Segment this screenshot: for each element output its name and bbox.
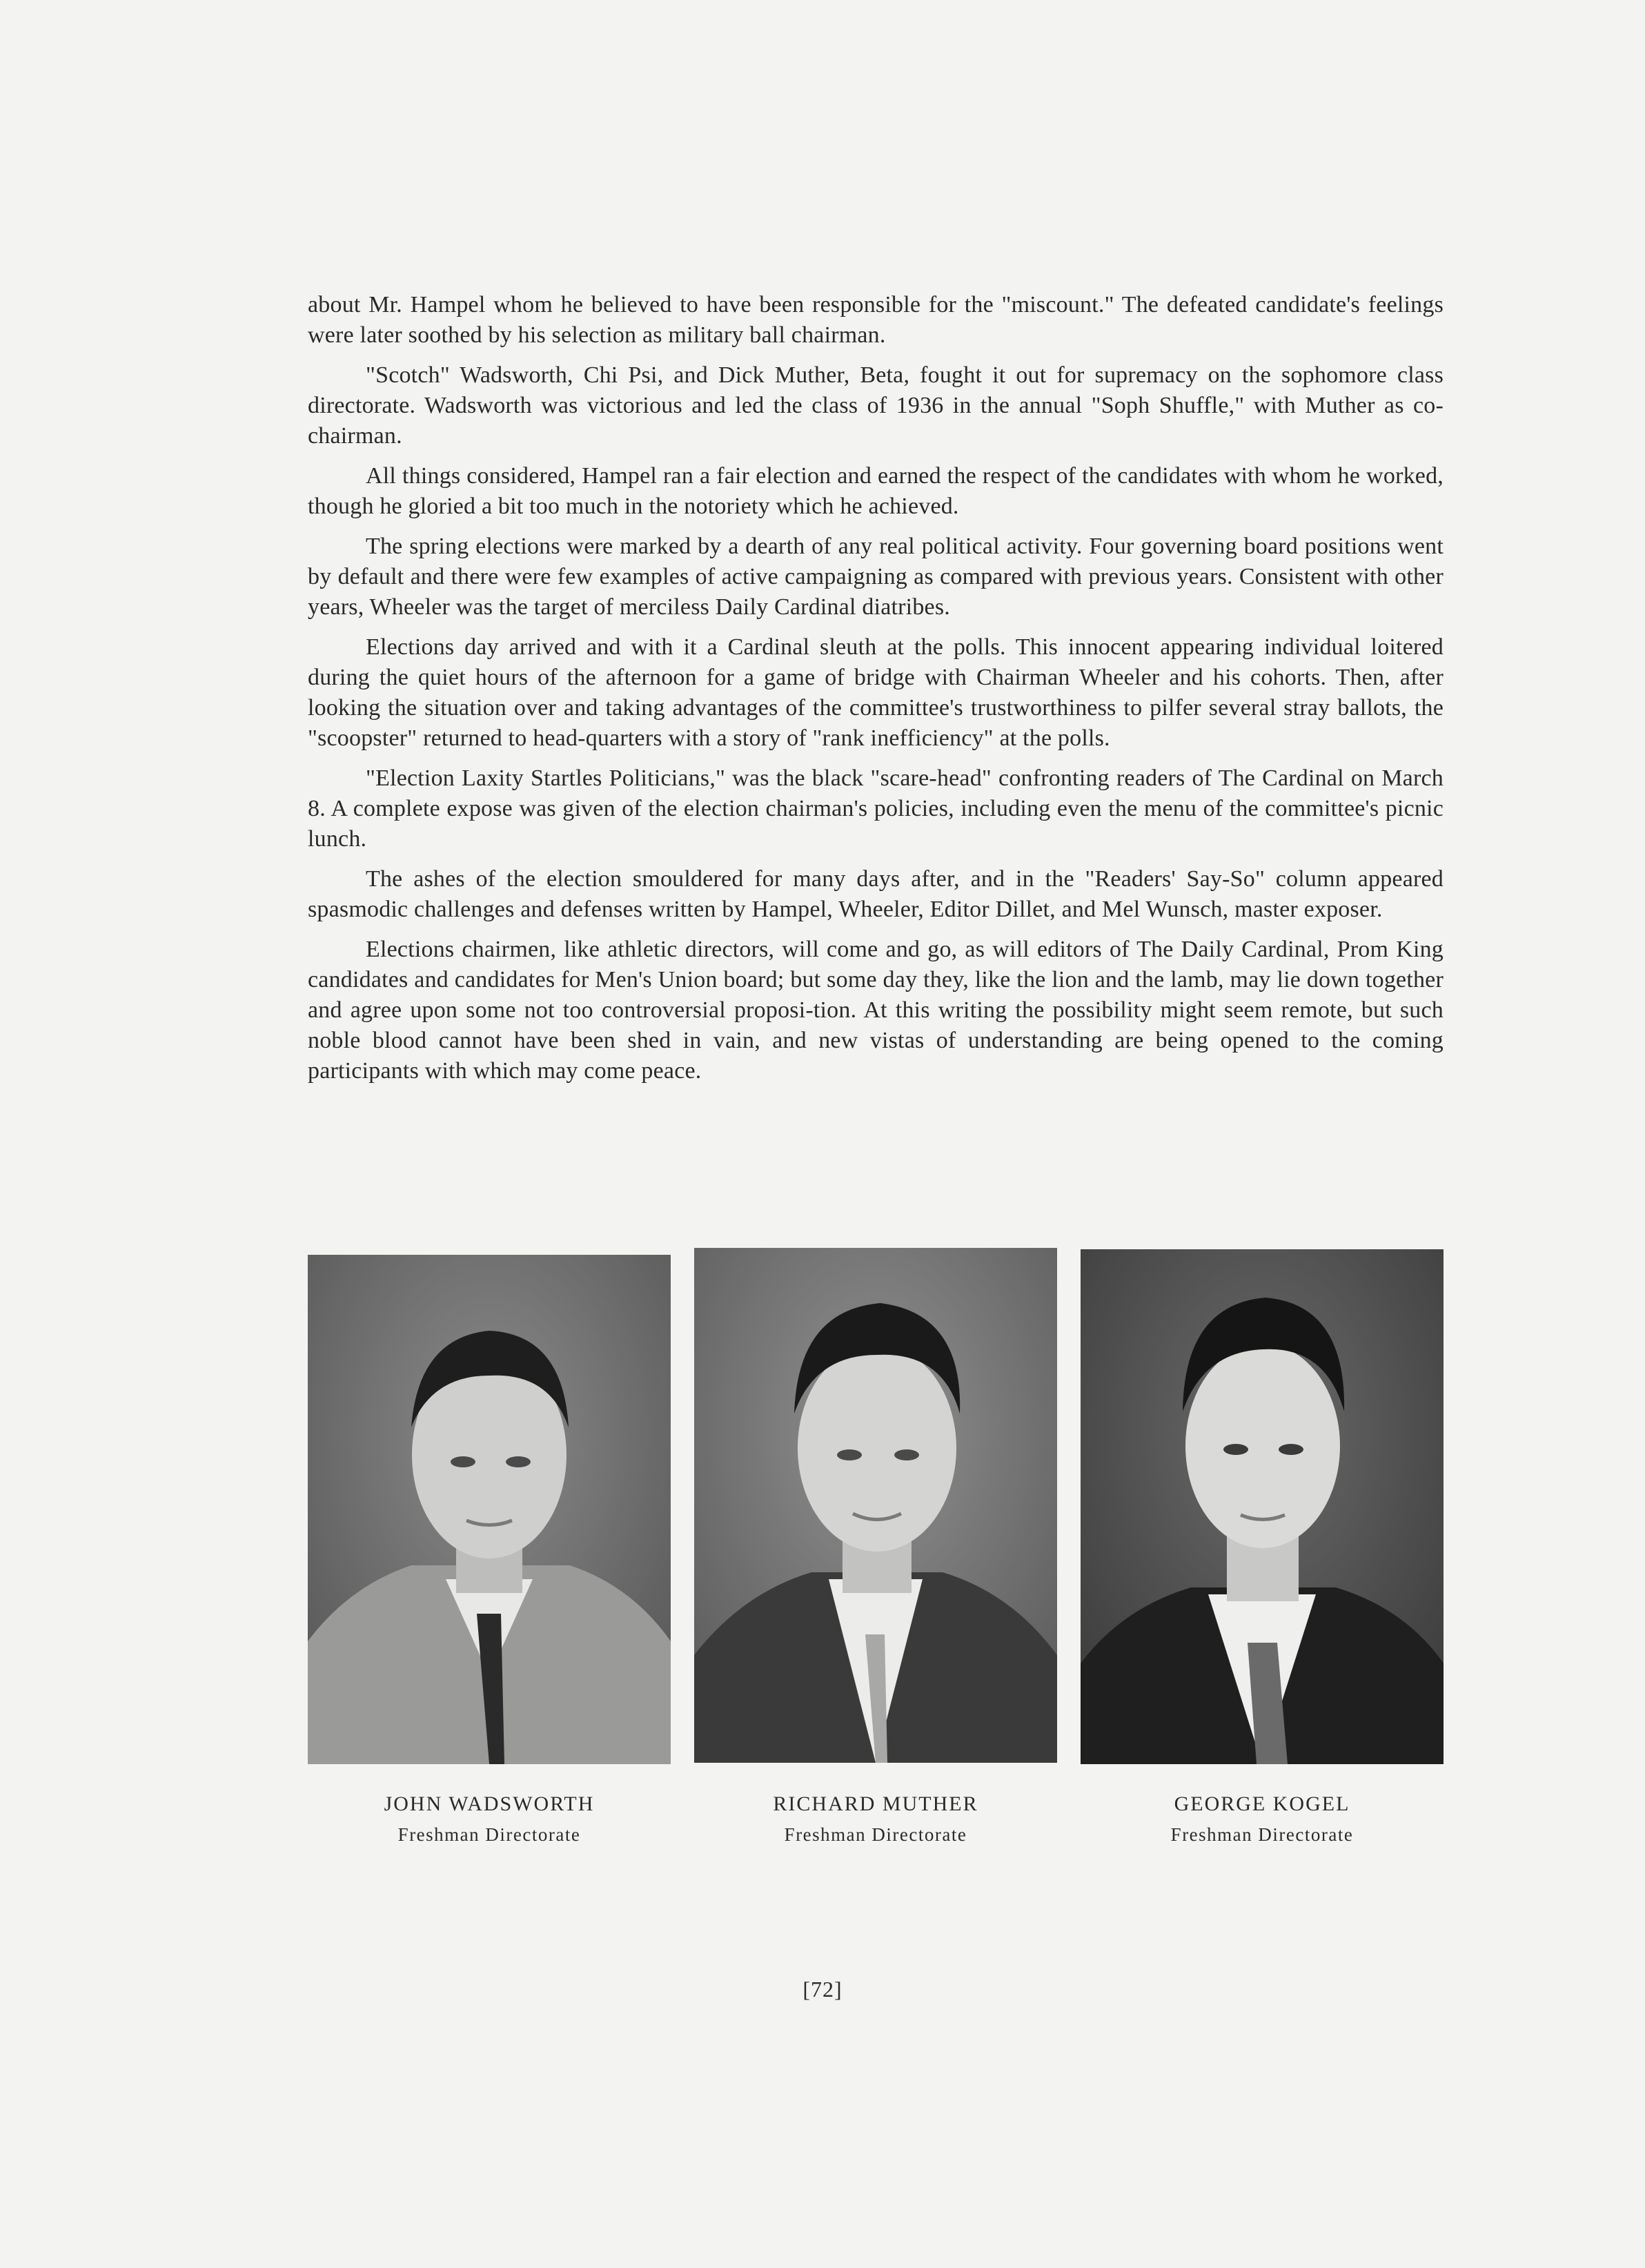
article-body xyxy=(308,290,1444,1096)
page-number: [72] xyxy=(802,1977,843,2002)
portrait-photo-george-kogel xyxy=(1081,1249,1444,1764)
portrait-image xyxy=(694,1248,1057,1763)
portrait-image xyxy=(1081,1249,1444,1764)
portrait-role: Freshman Directorate xyxy=(397,1824,581,1845)
paragraph: Elections day arrived and with it a Cardinal sleuth at the polls. This innocent appearing individual loitered during the quiet hours of the afternoon for a game of bridge with Chairman Wheeler and his cohorts. Then, after looking the situation over and taking advantages of the committee's trustworthiness to pilfer several stray ballots, the "scoopster" returned to head-quarters with a story of "rank inefficiency" at the polls. xyxy=(308,634,1444,751)
portrait-photo-john-wadsworth xyxy=(308,1255,671,1764)
portrait-caption xyxy=(1081,1790,1444,1848)
paragraph: "Election Laxity Startles Politicians," was the black "scare-head" confronting readers of The Cardinal on March 8. A complete expose was given of the election chairman's policies, including even the menu of the committee's picnic lunch. xyxy=(308,765,1444,852)
portrait-name: JOHN WADSWORTH xyxy=(384,1792,595,1815)
portrait-photo-richard-muther xyxy=(694,1248,1057,1763)
paragraph: The spring elections were marked by a dearth of any real political activity. Four governing board positions went by default and there were few examples of active campaigning as compared with previous years. Consistent with other years, Wheeler was the target of merciless Daily Cardinal diatribes. xyxy=(308,534,1444,620)
portrait-name: GEORGE KOGEL xyxy=(1174,1792,1350,1815)
paragraph: Elections chairmen, like athletic directors, will come and go, as will editors of The Daily Cardinal, Prom King candidates and candidates for Men's Union board; but some day they, like the lion and the lamb, may lie down together and agree upon some not too controversial proposi-tion. At this writing the possibility might seem remote, but such noble blood cannot have been shed in vain, and new vistas of understanding are being opened to the coming participants with which may come peace. xyxy=(308,937,1444,1084)
portrait-caption xyxy=(308,1790,671,1848)
portrait-name: RICHARD MUTHER xyxy=(773,1792,978,1815)
portrait-role: Freshman Directorate xyxy=(1170,1824,1354,1845)
paragraph: "Scotch" Wadsworth, Chi Psi, and Dick Muther, Beta, fought it out for supremacy on the sophomore class directorate. Wadsworth was victorious and led the class of 1936 in the annual "Soph Shuffle," with Muther as co-chairman. xyxy=(308,362,1444,449)
paragraph: The ashes of the election smouldered for many days after, and in the "Readers' Say-So" column appeared spasmodic challenges and defenses written by Hampel, Wheeler, Editor Dillet, and Mel Wunsch, master exposer. xyxy=(308,866,1444,922)
paragraph: All things considered, Hampel ran a fair election and earned the respect of the candidates with whom he worked, though he gloried a bit too much in the notoriety which he achieved. xyxy=(308,463,1444,519)
paragraph: about Mr. Hampel whom he believed to have been responsible for the "miscount." The defeated candidate's feelings were later soothed by his selection as military ball chairman. xyxy=(308,292,1444,348)
portrait-caption xyxy=(694,1790,1057,1848)
portrait-role: Freshman Directorate xyxy=(784,1824,967,1845)
portrait-image xyxy=(308,1255,671,1764)
